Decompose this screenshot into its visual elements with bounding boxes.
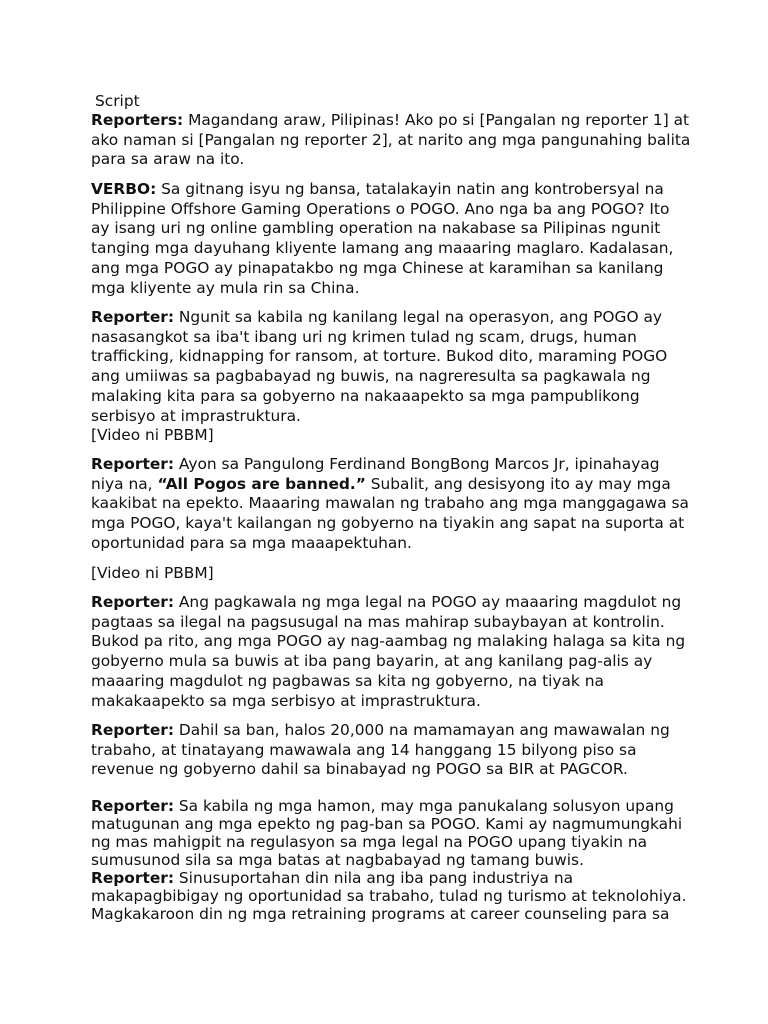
paragraph-text: Magandang araw, Pilipinas! Ako po si [Pangalan ng reporter 1] at ako naman si [Pangalan ng reporter 2], at narito ang mga pangunahing balita para sa araw na ito.	[91, 111, 691, 169]
paragraph-reporter-crimes	[91, 308, 691, 446]
speaker-label: Reporter:	[91, 308, 175, 326]
speaker-label: VERBO:	[91, 180, 157, 198]
paragraph-text: Ayon sa Pangulong Ferdinand BongBong Marcos Jr, ipinahayag niya na,	[91, 455, 660, 493]
speaker-label: Reporter:	[91, 593, 175, 611]
paragraph-verbo	[91, 180, 691, 298]
speaker-label: Reporter:	[91, 869, 175, 887]
paragraph-reporter-support	[91, 869, 691, 923]
paragraph-text: Sinusuportahan din nila ang iba pang industriya na makapagbibigay ng oportunidad sa trabaho, tulad ng turismo at teknolohiya. Magkakaroon din ng mga retraining programs at career counseling para sa	[91, 869, 687, 923]
paragraph-reporter-solutions	[91, 797, 691, 869]
paragraph-reporter-jobs	[91, 721, 691, 780]
speaker-label: Reporter:	[91, 455, 175, 473]
paragraph-reporter-ban	[91, 455, 691, 554]
quote-text: “All Pogos are banned.”	[157, 474, 366, 493]
paragraph-text: Ang pagkawala ng mga legal na POGO ay maaaring magdulot ng pagtaas sa ilegal na pagsusugal na mas mahirap subaybayan at kontrolin. Bukod pa rito, ang mga POGO ay nag-aambag ng malaking halaga sa kita ng gobyerno mula sa buwis at iba pang bayarin, at ang kanilang pag-alis ay maaaring magdulot ng pagbawas sa kita ng gobyerno, na tiyak na makakaapekto sa mga serbisyo at imprastruktura.	[91, 593, 686, 710]
speaker-label: Reporters:	[91, 111, 184, 129]
paragraph-reporters-intro	[91, 111, 691, 170]
paragraph-text: Dahil sa ban, halos 20,000 na mamamayan ang mawawalan ng trabaho, at tinatayang mawawala ang 14 hanggang 15 bilyong piso sa revenue ng gobyerno dahil sa binabayad ng POGO sa BIR at PAGCOR.	[91, 721, 670, 779]
paragraph-text: Subalit, ang desisyong ito ay may mga kaakibat na epekto. Maaaring mawalan ng trabaho ang mga manggagawa sa mga POGO, kaya't kailangan ng gobyerno na tiyakin ang sapat na suporta at oportunidad para sa mga maaapektuhan.	[91, 474, 689, 552]
speaker-label: Reporter:	[91, 797, 175, 815]
video-note: [Video ni PBBM]	[91, 426, 214, 445]
speaker-label: Reporter:	[91, 721, 175, 739]
paragraph-text: Sa kabila ng mga hamon, may mga panukalang solusyon upang matugunan ang mga epekto ng pag-ban sa POGO. Kami ay nagmumungkahi ng mas mahigpit na regulasyon sa mga legal na POGO upang tiyakin na sumusunod sila sa mga batas at nagbabayad ng tamang buwis.	[91, 797, 683, 869]
paragraph-text: Sa gitnang isyu ng bansa, tatalakayin natin ang kontrobersyal na Philippine Offshore Gaming Operations o POGO. Ano nga ba ang POGO? Ito ay isang uri ng online gambling operation na nakabase sa Pilipinas ngunit tanging mga dayuhang kliyente lamang ang maaaring maglaro. Kadalasan, ang mga POGO ay pinapatakbo ng mga Chinese at karamihan sa kanilang mga kliyente ay mula rin sa China.	[91, 180, 674, 297]
video-note: [Video ni PBBM]	[91, 564, 214, 582]
paragraph-text: Ngunit sa kabila ng kanilang legal na operasyon, ang POGO ay nasasangkot sa iba't ibang uri ng krimen tulad ng scam, drugs, human trafficking, kidnapping for ransom, at torture. Bukod dito, maraming POGO ang umiiwas sa pagbabayad ng buwis, na nagreresulta sa pagkawala ng malaking kita para sa gobyerno na nakaaapekto sa mga pampublikong serbisyo at imprastruktura.	[91, 308, 668, 425]
paragraph-reporter-illegal	[91, 593, 691, 711]
doc-title: Script	[95, 92, 140, 110]
